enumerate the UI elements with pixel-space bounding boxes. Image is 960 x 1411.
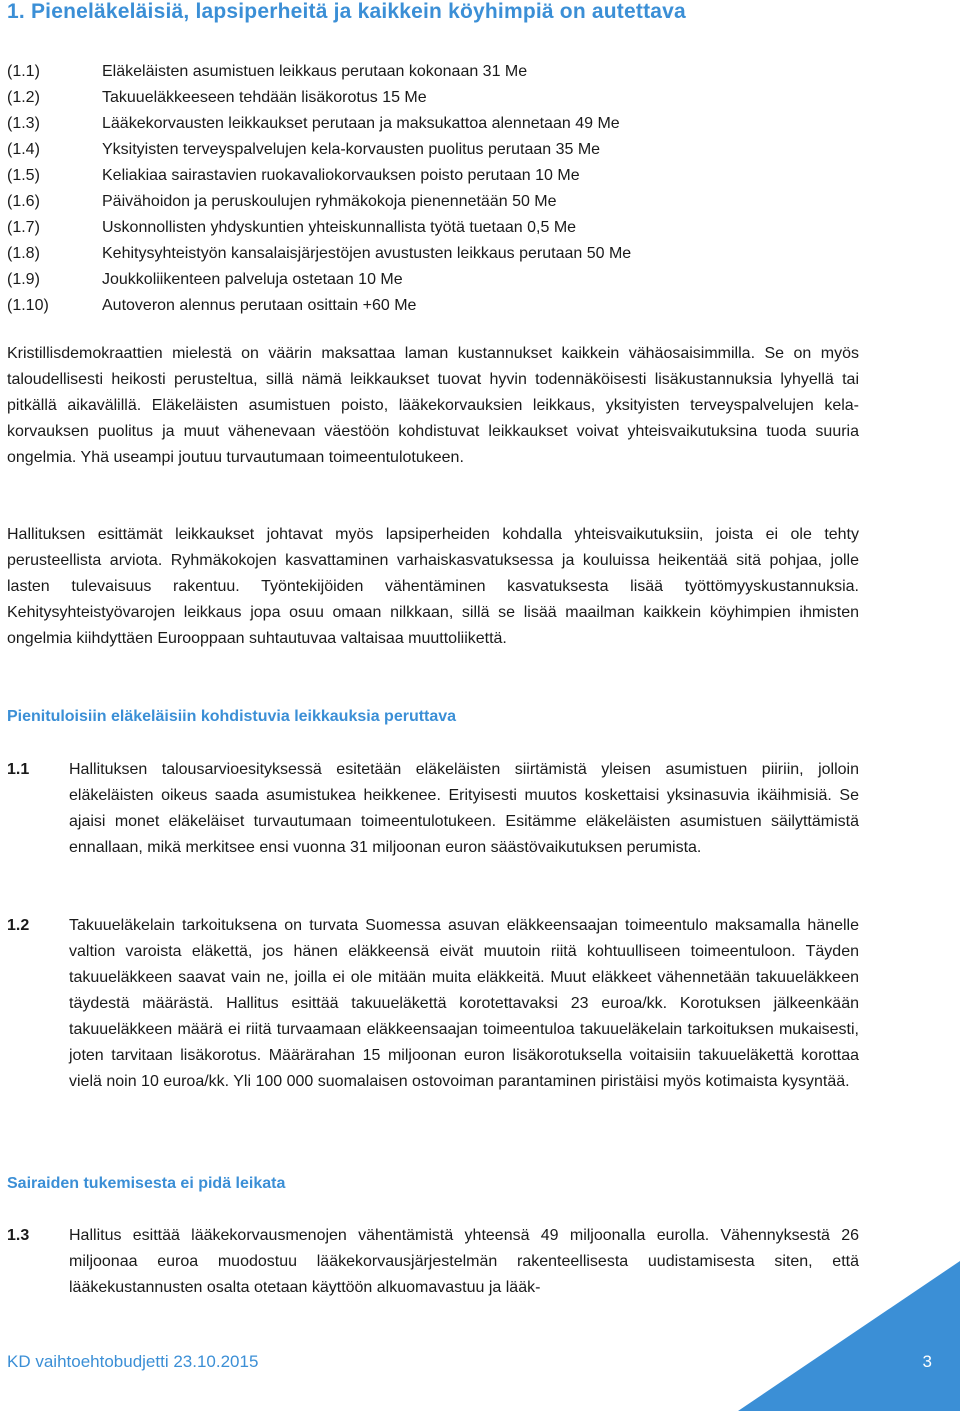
family-paragraph: Hallituksen esittämät leikkaukset johtavat myös lapsiperheiden kohdalla yhteisvaikutuksiin, joista ei ole tehty perusteellista arviota. Ryhmäkokojen kasvattaminen varhaiskasvatuksessa ja kouluissa heikentää sitä pohjaa, jolle lasten tulevaisuus rakentuu. Työntekijöiden vähentäminen kasvatuksesta lisää työttömyyskustannuksia. Kehitysyhteistyövarojen leikkaus jopa osuu omaan nilkkaan, sillä se lisää maailman kaikkein köyhimpien ihmisten ongelmia kiihdyttäen Eurooppaan suhtautuvaa valtaisaa muuttoliikettä. xyxy=(7,526,859,647)
list-item xyxy=(7,293,947,319)
item-number: 1.2 xyxy=(7,917,30,934)
item-text: Lääkekorvausten leikkaukset perutaan ja maksukattoa alennetaan 49 Me xyxy=(102,115,620,132)
item-number: (1.4) xyxy=(7,141,40,158)
numbered-item-1-1 xyxy=(7,757,859,861)
page-number: 3 xyxy=(922,1352,932,1371)
item-text: Takuueläkelain tarkoituksena on turvata Suomessa asuvan eläkkeensaajan toimeentulo maksamalla hänelle valtion varoista eläkettä, jos hänen eläkkeensä eivät muutoin riitä kohtuulliseen toimeentuloon. Täyden takuueläkkeen saavat vain ne, joilla ei ole mitään muita eläkkeitä. Muut eläkkeet vähennetään takuueläkkeen täydestä määrästä. Hallitus esittää takuueläkettä korotettavaksi 23 euroa/kk. Korotuksen jälkeenkään takuueläkkeen määrä ei riitä turvaamaan eläkkeensaajan toimeentuloa takuueläkelain tarkoituksen mukaisesti, joten tarvitaan lisäkorotus. Määrärahan 15 miljoonan euron lisäkorotuksella voitaisiin takuueläkettä korottaa vielä noin 10 euroa/kk. Yli 100 000 suomalaisen ostovoiman parantaminen piristäisi myös kotimaista kysyntää. xyxy=(69,917,859,1090)
item-text: Joukkoliikenteen palveluja ostetaan 10 Me xyxy=(102,271,403,288)
item-text: Hallitus esittää lääkekorvausmenojen vähentämistä yhteensä 49 miljoonalla eurolla. Vähennyksestä 26 miljoonaa euroa muodostuu lääkekorvausjärjestelmän rakenteellisesta uudistamisesta siten, että lääkekustannusten osalta otetaan käyttöön alkuomavastuu ja lääk- xyxy=(69,1227,859,1296)
item-number: (1.2) xyxy=(7,89,40,106)
item-number: (1.8) xyxy=(7,245,40,262)
list-item xyxy=(7,111,947,137)
item-number: (1.9) xyxy=(7,271,40,288)
list-item xyxy=(7,137,947,163)
section-heading-pensioners: Pienituloisiin eläkeläisiin kohdistuvia leikkauksia peruttava xyxy=(7,708,457,725)
item-number: (1.1) xyxy=(7,63,40,80)
section-heading-sick: Sairaiden tukemisesta ei pidä leikata xyxy=(7,1175,286,1192)
item-text: Autoveron alennus perutaan osittain +60 Me xyxy=(102,297,417,314)
page-title: 1. Pieneläkeläisiä, lapsiperheitä ja kaikkein köyhimpiä on autettava xyxy=(7,0,686,23)
numbered-item-1-3 xyxy=(7,1223,859,1301)
item-text: Päivähoidon ja peruskoulujen ryhmäkokoja pienennetään 50 Me xyxy=(102,193,557,210)
item-number: (1.3) xyxy=(7,115,40,132)
intro-paragraph: Kristillisdemokraattien mielestä on väärin maksattaa laman kustannukset kaikkein vähäosaisimmilla. Se on myös taloudellisesti heikosti perusteltua, sillä nämä leikkaukset tuovat hyvin todennäköisesti lisäkustannuksia lyhyellä tai pitkällä aikavälillä. Eläkeläisten asumistuen poisto, lääkekorvauksien leikkaus, yksityisten terveyspalvelujen kela-korvauksen puolitus ja muut vähenevaan väestöön kohdistuvat leikkaukset voivat yhteisvaikutuksina tuoda suuria ongelmia. Yhä useampi joutuu turvautumaan toimeentulotukeen. xyxy=(7,345,859,466)
item-text: Hallituksen talousarvioesityksessä esitetään eläkeläisten siirtämistä yleisen asumistuen piiriin, jolloin eläkeläisten oikeus saada asumistukea heikkenee. Erityisesti muutos koskettaisi yksinasuvia ikäihmisiä. Se ajaisi monet eläkeläiset turvautumaan toimeentulotukeen. Esitämme eläkeläisten asumistuen säilyttämistä ennallaan, mikä merkitsee ensi vuonna 31 miljoonan euron säästövaikutuksen perumista. xyxy=(69,761,859,856)
item-text: Eläkeläisten asumistuen leikkaus perutaan kokonaan 31 Me xyxy=(102,63,528,80)
list-item xyxy=(7,163,947,189)
list-item xyxy=(7,215,947,241)
footer-label: KD vaihtoehtobudjetti 23.10.2015 xyxy=(7,1352,259,1371)
corner-triangle xyxy=(738,1261,960,1411)
numbered-item-1-2 xyxy=(7,913,859,1095)
item-number: 1.3 xyxy=(7,1227,30,1244)
item-number: (1.6) xyxy=(7,193,40,210)
list-item xyxy=(7,241,947,267)
item-text: Takuueläkkeeseen tehdään lisäkorotus 15 Me xyxy=(102,89,427,106)
list-item xyxy=(7,59,947,85)
budget-cuts-list xyxy=(7,59,947,319)
list-item xyxy=(7,189,947,215)
list-item xyxy=(7,85,947,111)
list-item xyxy=(7,267,947,293)
item-number: (1.5) xyxy=(7,167,40,184)
item-number: (1.7) xyxy=(7,219,40,236)
item-text: Yksityisten terveyspalvelujen kela-korvausten puolitus perutaan 35 Me xyxy=(102,141,601,158)
item-text: Uskonnollisten yhdyskuntien yhteiskunnallista työtä tuetaan 0,5 Me xyxy=(102,219,577,236)
item-number: 1.1 xyxy=(7,761,30,778)
item-text: Keliakiaa sairastavien ruokavaliokorvauksen poisto perutaan 10 Me xyxy=(102,167,580,184)
item-text: Kehitysyhteistyön kansalaisjärjestöjen avustusten leikkaus perutaan 50 Me xyxy=(102,245,632,262)
item-number: (1.10) xyxy=(7,297,49,314)
